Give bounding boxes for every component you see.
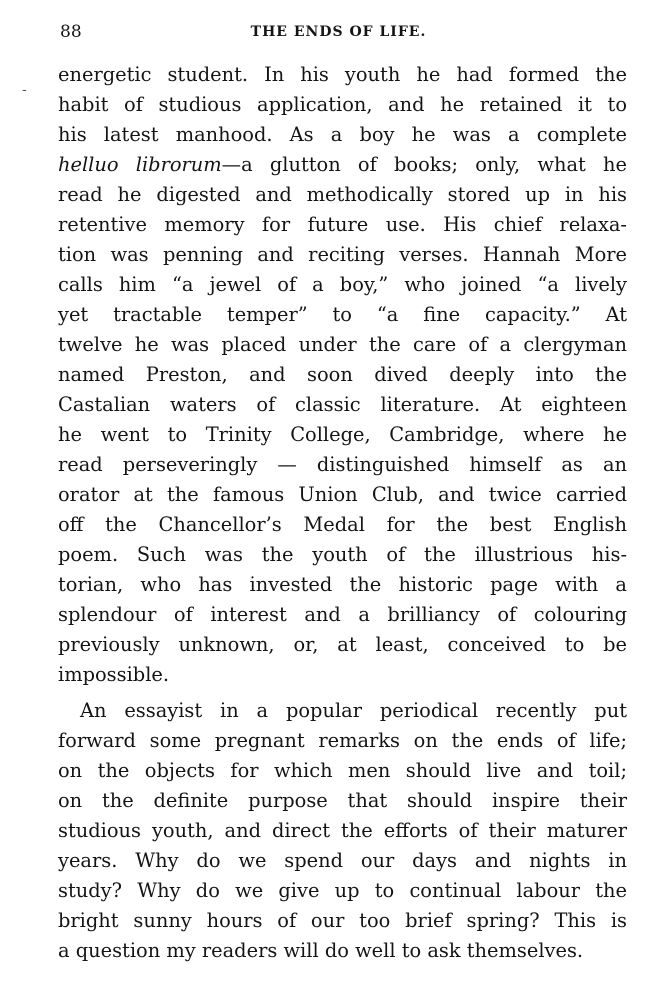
text-line: forward some pregnant remarks on the ends of life; bbox=[58, 729, 627, 752]
running-title: THE ENDS OF LIFE. bbox=[250, 24, 427, 40]
text-line: tion was penning and reciting verses. Hannah More bbox=[58, 243, 627, 266]
text-line: An essayist in a popular periodical recently put bbox=[80, 699, 627, 722]
text-line: studious youth, and direct the efforts of their maturer bbox=[58, 819, 627, 842]
text-line: impossible. bbox=[58, 663, 170, 686]
text-line: read perseveringly — distinguished himself as an bbox=[58, 453, 627, 476]
text-line: study? Why do we give up to continual labour the bbox=[58, 879, 627, 902]
page-header bbox=[60, 22, 617, 48]
text-line: off the Chancellor’s Medal for the best English bbox=[58, 513, 627, 536]
text-line: calls him “a jewel of a boy,” who joined “a lively bbox=[58, 273, 627, 296]
text-line: splendour of interest and a brilliancy of colouring bbox=[58, 603, 627, 626]
latin-phrase: helluo librorum bbox=[58, 153, 222, 176]
text-line: yet tractable temper” to “a fine capacity.” At bbox=[58, 303, 627, 326]
text-line: retentive memory for future use. His chief relaxa- bbox=[58, 213, 627, 236]
paragraph-2 bbox=[58, 696, 627, 966]
text-line-rest: —a glutton of books; only, what he bbox=[221, 153, 627, 176]
text-line: on the objects for which men should live and toil; bbox=[58, 759, 627, 782]
margin-mark: - bbox=[22, 82, 27, 98]
text-line: bright sunny hours of our too brief spring? This is bbox=[58, 909, 627, 932]
text-line: named Preston, and soon dived deeply into the bbox=[58, 363, 627, 386]
text-line: years. Why do we spend our days and nights in bbox=[58, 849, 627, 872]
text-line: previously unknown, or, at least, conceived to be bbox=[58, 633, 627, 656]
page-number: 88 bbox=[60, 22, 82, 42]
text-line: orator at the famous Union Club, and twice carried bbox=[58, 483, 627, 506]
text-line: read he digested and methodically stored up in his bbox=[58, 183, 627, 206]
text-line: poem. Such was the youth of the illustrious his- bbox=[58, 543, 627, 566]
text-line: on the definite purpose that should inspire their bbox=[58, 789, 627, 812]
text-line: Castalian waters of classic literature. At eighteen bbox=[58, 393, 627, 416]
text-line: a question my readers will do well to ask themselves. bbox=[58, 939, 584, 962]
text-line: twelve he was placed under the care of a clergyman bbox=[58, 333, 627, 356]
body-text bbox=[58, 60, 627, 966]
text-line: torian, who has invested the historic page with a bbox=[58, 573, 627, 596]
paragraph-1 bbox=[58, 60, 627, 690]
text-line: habit of studious application, and he retained it to bbox=[58, 93, 627, 116]
text-line: his latest manhood. As a boy he was a complete bbox=[58, 123, 627, 146]
text-line: he went to Trinity College, Cambridge, where he bbox=[58, 423, 627, 446]
text-line bbox=[58, 150, 627, 180]
text-line: energetic student. In his youth he had formed the bbox=[58, 63, 627, 86]
